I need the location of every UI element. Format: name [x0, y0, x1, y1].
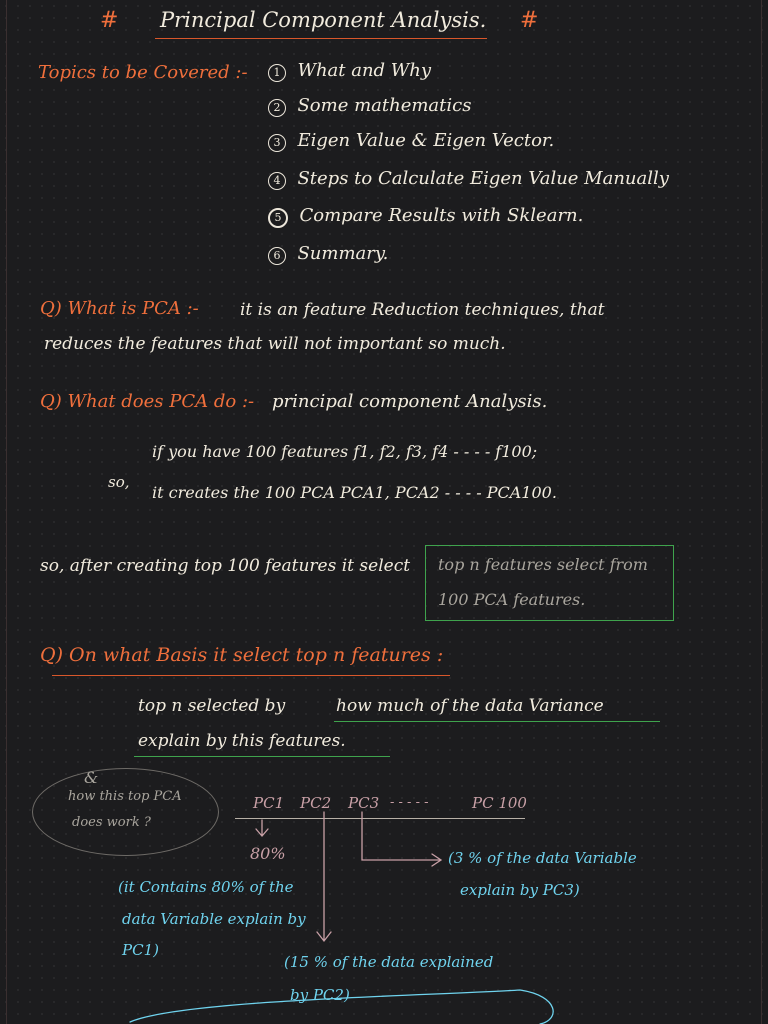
topic-item: 6 Summary.	[268, 245, 388, 265]
box-line2: 100 PCA features.	[438, 590, 586, 609]
q2-label: Q) What does PCA do :-	[40, 391, 255, 412]
title-hash-right: #	[520, 8, 539, 33]
topic-item: 2 Some mathematics	[268, 97, 471, 117]
topic-item: 5 Compare Results with Sklearn.	[268, 207, 583, 228]
q3-line2: explain by this features.	[138, 731, 346, 751]
q2-line2: it creates the 100 PCA PCA1, PCA2 - - - - PCA100.	[152, 483, 557, 502]
q3-line1-a: top n selected by	[138, 696, 286, 716]
pc3-label: PC3	[348, 794, 380, 812]
pc1-label: PC1	[253, 794, 285, 812]
arrow-pc3	[362, 812, 441, 866]
note-pc3-line2: explain by PC3)	[460, 881, 580, 899]
topics-heading: Topics to be Covered :-	[38, 62, 248, 83]
arrow-pc1	[256, 820, 268, 836]
title-hash-left: #	[100, 8, 119, 33]
q3-label: Q) On what Basis it select top n features :	[40, 644, 444, 666]
so-after-creating: so, after creating top 100 features it select	[40, 556, 411, 576]
q1-label: Q) What is PCA :-	[40, 298, 199, 319]
note-pc3-line1: (3 % of the data Variable	[448, 849, 637, 867]
topic-item: 3 Eigen Value & Eigen Vector.	[268, 132, 554, 152]
topic-item: 1 What and Why	[268, 62, 431, 82]
box-line1: top n features select from	[438, 555, 648, 574]
page-title: Principal Component Analysis.	[160, 8, 487, 32]
q2-line1: if you have 100 features f1, f2, f3, f4 - - - - f100;	[152, 442, 538, 461]
note-pc1-line2: data Variable explain by	[122, 910, 306, 928]
note-pc1-line1: (it Contains 80% of the	[118, 878, 294, 896]
arrow-pc2	[317, 812, 331, 941]
topic-item: 4 Steps to Calculate Eigen Value Manually	[268, 170, 669, 190]
q3-line1-b: how much of the data Variance	[336, 696, 604, 716]
pc2-label: PC2	[300, 794, 332, 812]
bubble-line2: how this top PCA	[68, 789, 182, 804]
note-pc2-line1: (15 % of the data explained	[284, 953, 494, 971]
pc100-label: PC 100	[472, 794, 527, 812]
q1-answer-line2: reduces the features that will not important so much.	[44, 334, 506, 354]
pct-80: 80%	[250, 844, 286, 863]
q1-answer-line1: it is an feature Reduction techniques, that	[240, 300, 605, 320]
pc-dots: - - - - -	[390, 795, 429, 810]
bubble-line3: does work ?	[72, 815, 151, 830]
note-pc1-line3: PC1)	[122, 941, 159, 959]
q2-so: so,	[108, 473, 130, 491]
q2-answer: principal component Analysis.	[272, 391, 548, 412]
note-pc2-line2: by PC2)	[290, 986, 350, 1004]
bubble-ampersand: &	[84, 768, 99, 787]
